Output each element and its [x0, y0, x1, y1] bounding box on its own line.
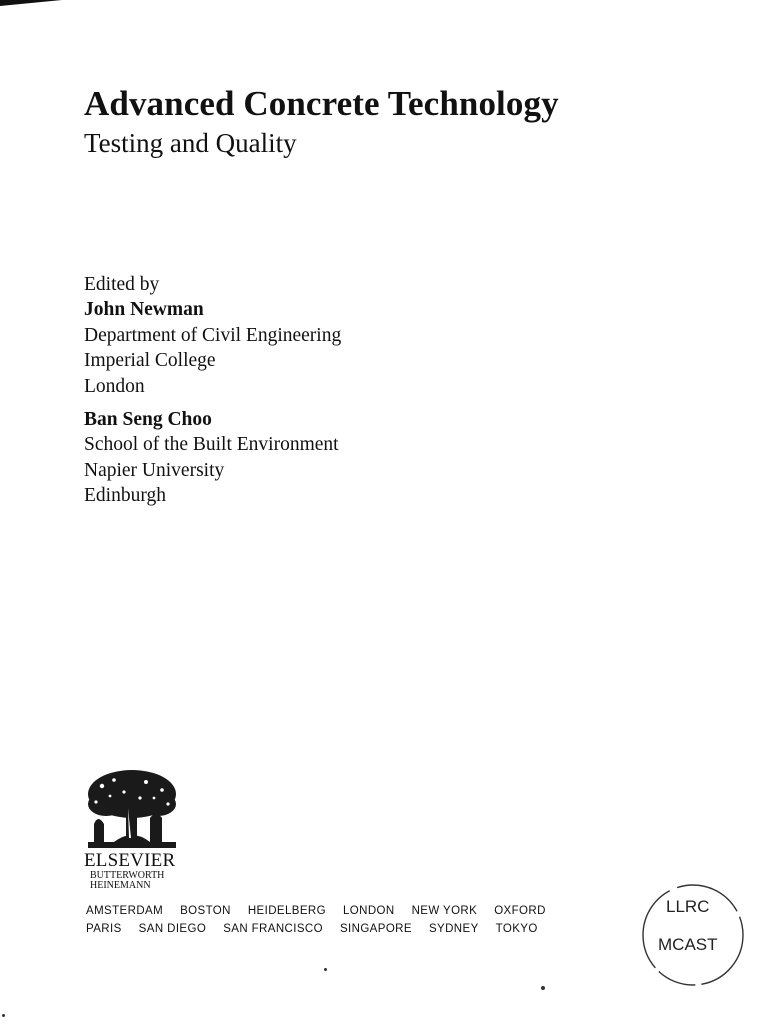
city: HEIDELBERG	[247, 905, 326, 917]
editors-block	[84, 272, 341, 509]
editor1-city: London	[84, 375, 145, 397]
cities-row-1	[86, 902, 563, 920]
publisher-cities	[86, 902, 563, 938]
city: NEW YORK	[411, 905, 478, 917]
scan-speck	[541, 986, 545, 990]
corner-scan-mark	[0, 0, 62, 6]
city: SAN DIEGO	[138, 923, 207, 935]
editor-name-2: Ban Seng Choo	[84, 409, 212, 431]
city: AMSTERDAM	[86, 905, 164, 917]
publisher-name: ELSEVIER	[84, 850, 176, 871]
publisher-imprint	[90, 871, 164, 891]
imprint-line-2: HEINEMANN	[90, 880, 151, 891]
imprint-line-1: BUTTERWORTH	[90, 870, 165, 881]
editor2-department: School of the Built Environment	[84, 434, 339, 456]
city: SAN FRANCISCO	[223, 923, 323, 935]
city: SINGAPORE	[339, 923, 412, 935]
editor2-institution: Napier University	[84, 459, 225, 481]
city: PARIS	[86, 923, 122, 935]
editor1-institution: Imperial College	[84, 350, 216, 372]
cities-row-2	[86, 920, 563, 938]
editor-name-1: John Newman	[84, 299, 204, 321]
editor1-department: Department of Civil Engineering	[84, 324, 342, 346]
edited-by-label: Edited by	[84, 274, 160, 295]
city: SYDNEY	[428, 923, 479, 935]
stamp-line-1: LLRC	[666, 897, 710, 916]
city: LONDON	[342, 905, 395, 917]
stamp-line-2: MCAST	[658, 935, 718, 954]
scan-speck	[2, 1014, 5, 1017]
book-subtitle: Testing and Quality	[84, 128, 297, 158]
editor2-city: Edinburgh	[84, 485, 166, 507]
city: OXFORD	[494, 905, 546, 917]
city: BOSTON	[180, 905, 231, 917]
city: TOKYO	[495, 923, 538, 935]
book-title: Advanced Concrete Technology	[84, 84, 559, 123]
scan-speck	[324, 968, 327, 971]
elsevier-tree-icon	[84, 768, 180, 850]
